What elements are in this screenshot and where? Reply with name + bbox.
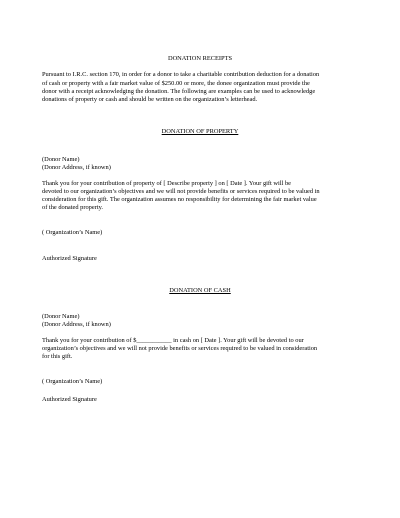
cash-body-line-3: for this gift. — [42, 353, 73, 360]
property-org-name: ( Organization’s Name) — [42, 229, 103, 236]
document-title: DONATION RECEIPTS — [167, 55, 233, 62]
cash-body-line-2: organization’s objectives and we will not provide benefits or services required to be valued in consideration — [42, 345, 318, 352]
property-body-line-4: of the donated property. — [42, 204, 103, 211]
cash-org-name: ( Organization’s Name) — [42, 378, 103, 385]
property-donor-name: (Donor Name) — [42, 156, 80, 163]
intro-line-3: donor with a receipt acknowledging the donation. The following are examples can be used to acknowledge — [42, 88, 316, 95]
intro-line-2: of cash or property with a fair market value of $250.00 or more, the donee organization must provide the — [42, 80, 310, 87]
cash-donor-address: (Donor Address, if known) — [42, 321, 111, 328]
property-donor-address: (Donor Address, if known) — [42, 164, 111, 171]
cash-body-line-1: Thank you for your contribution of $___________ in cash on [ Date ]. Your gift will be devoted to our — [42, 337, 304, 344]
property-authorized-signature: Authorized Signature — [42, 255, 97, 262]
cash-authorized-signature: Authorized Signature — [42, 396, 97, 403]
property-heading: DONATION OF PROPERTY — [161, 128, 239, 135]
intro-line-4: donations of property or cash and should be written on the organization’s letterhead. — [42, 96, 258, 103]
property-body-line-3: consideration for this gift. The organization assumes no responsibility for determining the fair market value — [42, 196, 317, 203]
intro-line-1: Pursuant to I.R.C. section 170, in order for a donor to take a charitable contribution deduction for a donation — [42, 71, 320, 78]
cash-heading: DONATION OF CASH — [169, 287, 231, 294]
property-body-line-1: Thank you for your contribution of property of [ Describe property ] on [ Date ]. Your gift will be — [42, 180, 291, 187]
cash-donor-name: (Donor Name) — [42, 313, 80, 320]
property-body-line-2: devoted to our organization’s objectives and we will not provide benefits or services required to be valued in — [42, 188, 320, 195]
